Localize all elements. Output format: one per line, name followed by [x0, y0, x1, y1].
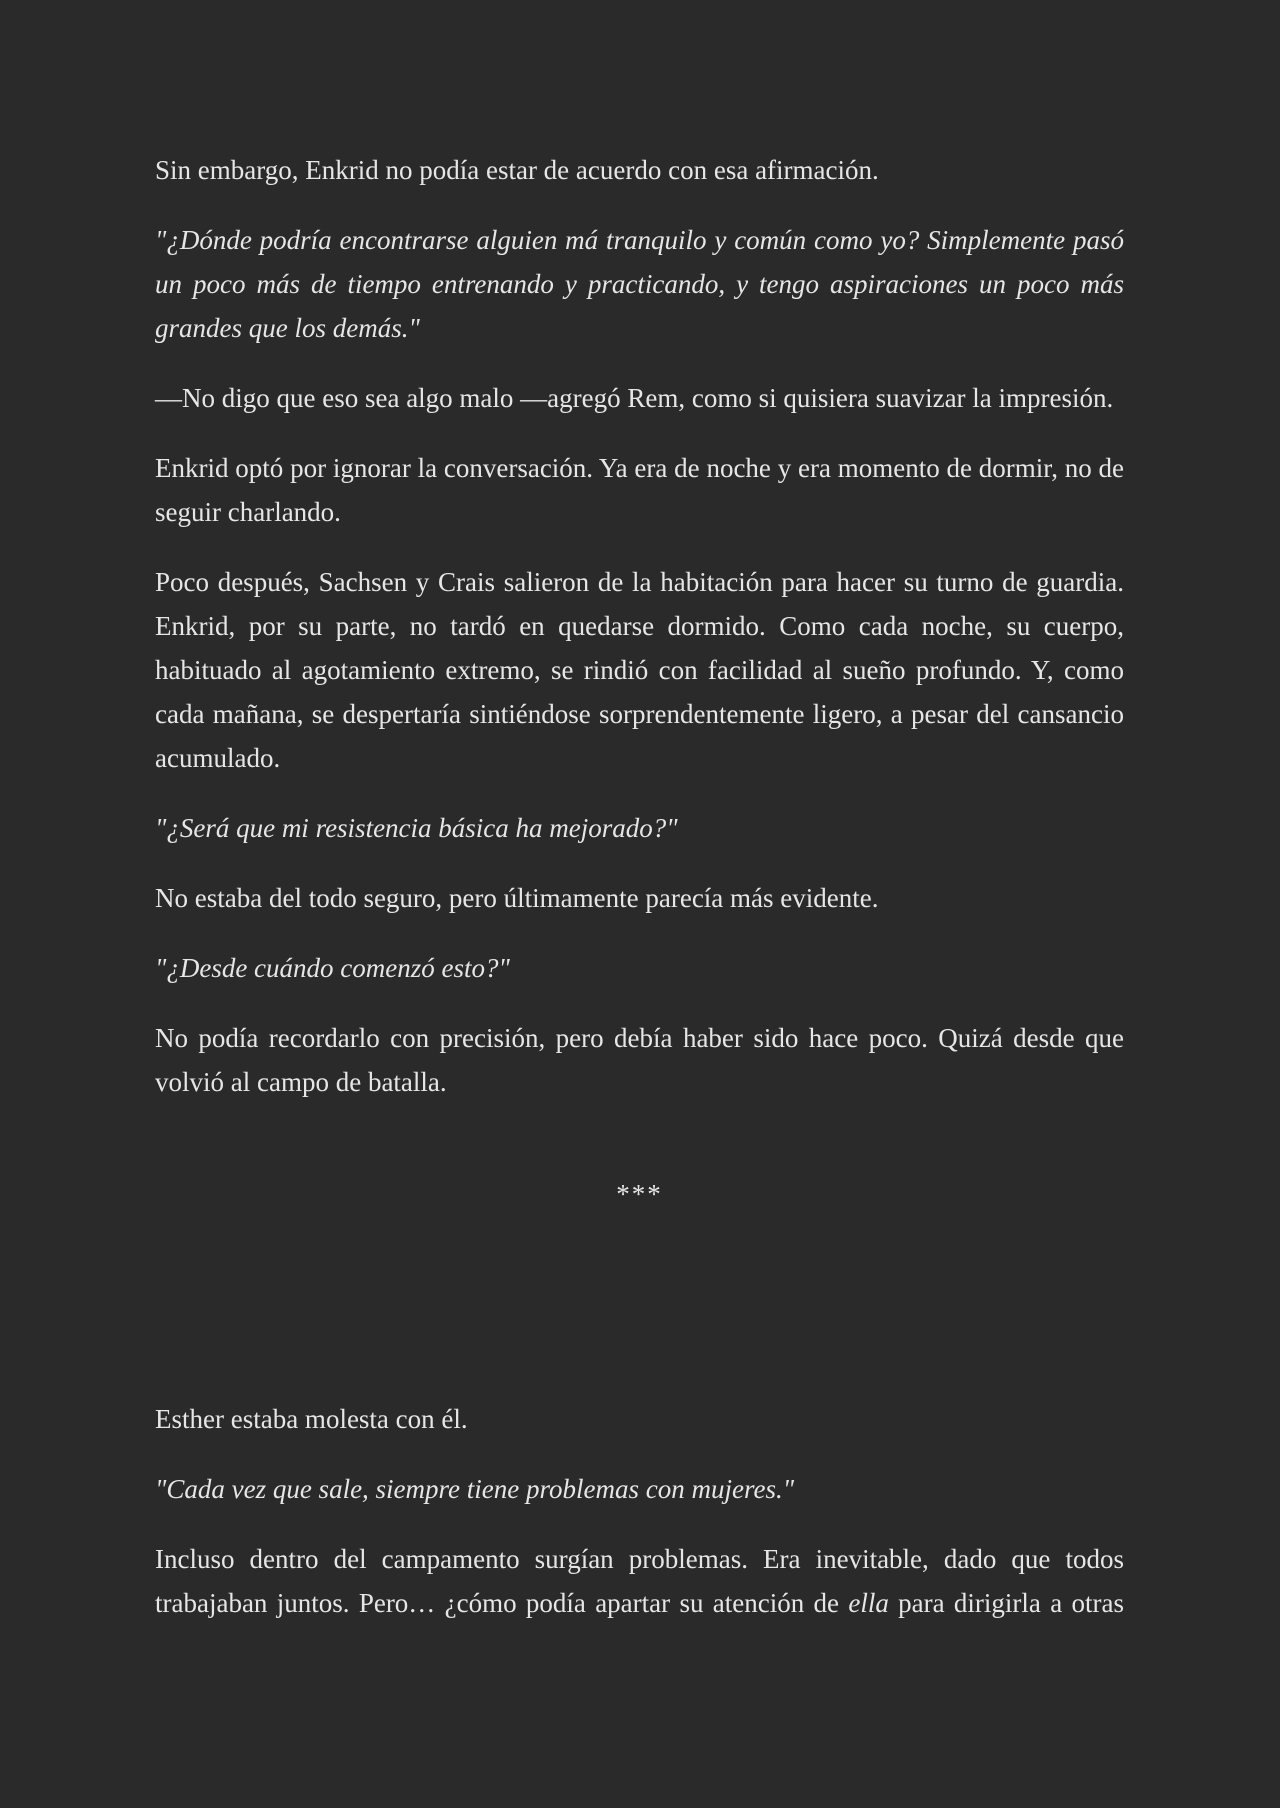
- italic-thought: "Cada vez que sale, siempre tiene problemas con mujeres.": [155, 1474, 795, 1504]
- final-paragraph-end: para dirigirla a otras: [888, 1588, 1124, 1618]
- italic-thought: "¿Será que mi resistencia básica ha mejorado?": [155, 813, 678, 843]
- paragraph: —No digo que eso sea algo malo —agregó Rem, como si quisiera suavizar la impresión.: [155, 383, 1114, 413]
- paragraph: Enkrid optó por ignorar la conversación. Ya era de noche y era momento de dormir, no de seguir charlando.: [155, 453, 1124, 527]
- italic-thought: "¿Dónde podría encontrarse alguien má tranquilo y común como yo? Simplemente pasó un poco más de tiempo entrenando y practicando, y tengo aspiraciones un poco más grandes que los demás.": [155, 225, 1124, 343]
- paragraph: Sin embargo, Enkrid no podía estar de acuerdo con esa afirmación.: [155, 155, 879, 185]
- post-break-section: [155, 1397, 1124, 1651]
- italic-thought: "¿Desde cuándo comenzó esto?": [155, 953, 510, 983]
- text-column: [155, 148, 1124, 1312]
- emphasis-word: ella: [848, 1588, 889, 1618]
- scene-break: ***: [616, 1179, 663, 1209]
- paragraph: No podía recordarlo con precisión, pero debía haber sido hace poco. Quizá desde que volvió al campo de batalla.: [155, 1023, 1124, 1097]
- final-paragraph: [155, 1537, 1124, 1625]
- final-paragraph-start: Incluso dentro del campamento surgían problemas. Era inevitable, dado que todos trabajaban juntos. Pero… ¿cómo podía apartar su atención de: [155, 1544, 1124, 1618]
- paragraph: Esther estaba molesta con él.: [155, 1404, 468, 1434]
- paragraph: Poco después, Sachsen y Crais salieron de la habitación para hacer su turno de guardia. Enkrid, por su parte, no tardó en quedarse dormido. Como cada noche, su cuerpo, habituado al agotamiento extremo, se rindió con facilidad al sueño profundo. Y, como cada mañana, se despertaría sintiéndose sorprendentemente ligero, a pesar del cansancio acumulado.: [155, 567, 1124, 773]
- paragraph: No estaba del todo seguro, pero últimamente parecía más evidente.: [155, 883, 879, 913]
